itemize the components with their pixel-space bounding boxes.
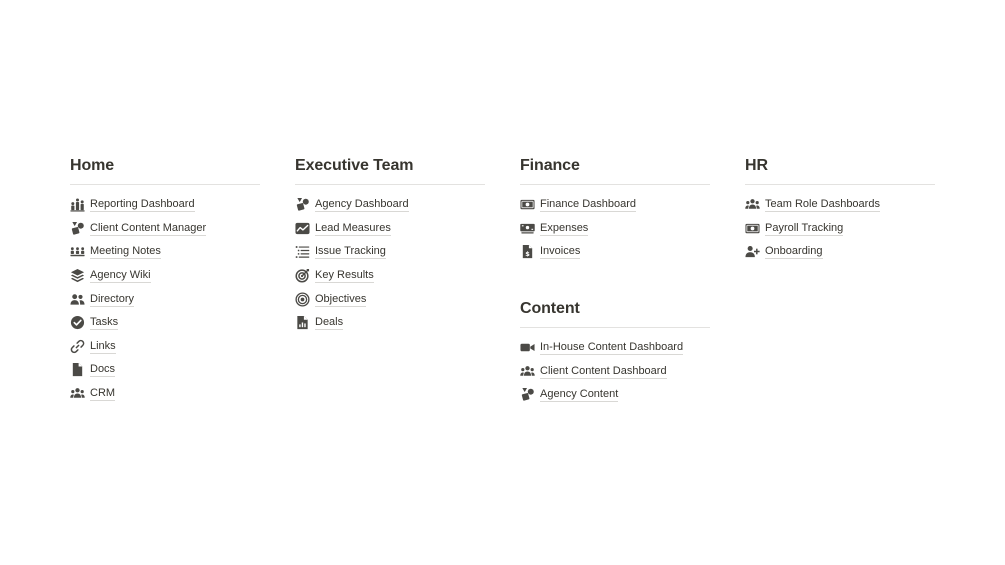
link-client-content-manager[interactable] — [70, 221, 206, 236]
link-label: Issue Tracking — [315, 245, 386, 258]
link-label: Onboarding — [765, 245, 823, 258]
link-icon — [70, 339, 85, 354]
section-executive-team — [295, 156, 485, 335]
stack-icon — [70, 268, 85, 283]
link-label: Lead Measures — [315, 221, 391, 234]
list-icon — [295, 244, 310, 259]
list-item — [295, 217, 485, 241]
link-issue-tracking[interactable] — [295, 244, 386, 259]
link-client-content-dashboard[interactable] — [520, 364, 667, 379]
link-deals[interactable] — [295, 315, 343, 330]
link-label: Client Content Manager — [90, 221, 207, 234]
link-label: CRM — [90, 387, 116, 400]
link-label: Reporting Dashboard — [90, 198, 195, 211]
list-item — [520, 217, 710, 241]
link-payroll-tracking[interactable] — [745, 221, 843, 236]
banknotes-icon — [520, 221, 535, 236]
list-item — [295, 311, 485, 335]
section-title-content: Content — [520, 300, 580, 317]
section-title-home: Home — [70, 157, 115, 174]
link-lead-measures[interactable] — [295, 221, 391, 236]
link-invoices[interactable] — [520, 244, 580, 259]
banknote-icon — [520, 197, 535, 212]
people-icon — [70, 292, 85, 307]
list-item — [70, 311, 260, 335]
link-label: Directory — [90, 292, 135, 305]
link-list-hr — [745, 193, 935, 264]
list-item — [70, 217, 260, 241]
link-objectives[interactable] — [295, 292, 366, 307]
link-tasks[interactable] — [70, 315, 118, 330]
section-divider — [295, 184, 485, 185]
list-item — [745, 217, 935, 241]
link-label: Agency Content — [540, 388, 619, 401]
checkmark-circle-icon — [70, 315, 85, 330]
list-item — [745, 193, 935, 217]
link-reporting-dashboard[interactable] — [70, 197, 195, 212]
section-divider — [70, 184, 260, 185]
link-links[interactable] — [70, 339, 116, 354]
link-directory[interactable] — [70, 292, 134, 307]
link-label: Deals — [315, 316, 344, 329]
link-list-finance — [520, 193, 710, 264]
link-label: Key Results — [315, 269, 374, 282]
list-item — [520, 360, 710, 384]
link-finance-dashboard[interactable] — [520, 197, 636, 212]
group-icon — [70, 386, 85, 401]
section-divider — [520, 327, 710, 328]
section-content — [520, 299, 710, 407]
link-docs[interactable] — [70, 362, 115, 377]
list-item — [520, 336, 710, 360]
link-list-executive-team — [295, 193, 485, 335]
trend-chart-icon — [295, 221, 310, 236]
list-item — [745, 240, 935, 264]
list-item — [70, 240, 260, 264]
link-team-role-dashboards[interactable] — [745, 197, 880, 212]
link-label: Objectives — [315, 292, 367, 305]
person-add-icon — [745, 244, 760, 259]
target-icon — [295, 268, 310, 283]
banknote-icon — [745, 221, 760, 236]
list-item — [70, 193, 260, 217]
reporting-icon — [70, 197, 85, 212]
section-divider — [520, 184, 710, 185]
list-item — [295, 193, 485, 217]
list-item — [70, 287, 260, 311]
section-divider — [745, 184, 935, 185]
bullseye-icon — [295, 292, 310, 307]
section-title-executive-team: Executive Team — [295, 157, 414, 174]
link-label: Meeting Notes — [90, 245, 161, 258]
meeting-icon — [70, 244, 85, 259]
list-item — [70, 358, 260, 382]
link-crm[interactable] — [70, 386, 115, 401]
list-item — [520, 193, 710, 217]
shapes-icon — [70, 221, 85, 236]
list-item — [295, 264, 485, 288]
section-title-hr: HR — [745, 157, 768, 174]
link-label: Client Content Dashboard — [540, 364, 667, 377]
link-label: Links — [90, 339, 116, 352]
link-in-house-content-dashboard[interactable] — [520, 340, 683, 355]
link-label: Docs — [90, 363, 116, 376]
link-expenses[interactable] — [520, 221, 588, 236]
list-item — [520, 383, 710, 407]
list-item — [70, 264, 260, 288]
section-hr — [745, 156, 935, 264]
link-label: Payroll Tracking — [765, 221, 844, 234]
link-onboarding[interactable] — [745, 244, 823, 259]
list-item — [520, 240, 710, 264]
shapes-icon — [520, 387, 535, 402]
link-label: Tasks — [90, 316, 119, 329]
link-list-home — [70, 193, 260, 405]
section-title-finance: Finance — [520, 157, 580, 174]
list-item — [70, 382, 260, 406]
link-key-results[interactable] — [295, 268, 374, 283]
section-finance — [520, 156, 710, 264]
svg-text:$: $ — [525, 250, 530, 259]
link-label: Team Role Dashboards — [765, 198, 880, 211]
section-home — [70, 156, 260, 405]
link-label: In-House Content Dashboard — [540, 341, 684, 354]
link-label: Expenses — [540, 221, 589, 234]
link-label: Agency Wiki — [90, 269, 151, 282]
link-label: Finance Dashboard — [540, 198, 637, 211]
link-agency-content[interactable] — [520, 387, 618, 402]
list-item — [70, 335, 260, 359]
document-icon — [70, 362, 85, 377]
list-item — [295, 240, 485, 264]
document-chart-icon — [295, 315, 310, 330]
list-item — [295, 287, 485, 311]
link-label: Agency Dashboard — [315, 198, 409, 211]
link-agency-dashboard[interactable] — [295, 197, 409, 212]
link-list-content — [520, 336, 710, 407]
shapes-icon — [295, 197, 310, 212]
group-icon — [745, 197, 760, 212]
link-agency-wiki[interactable] — [70, 268, 151, 283]
link-meeting-notes[interactable] — [70, 244, 161, 259]
video-camera-icon — [520, 340, 535, 355]
group-icon — [520, 364, 535, 379]
link-label: Invoices — [540, 245, 581, 258]
invoice-icon — [520, 244, 535, 259]
